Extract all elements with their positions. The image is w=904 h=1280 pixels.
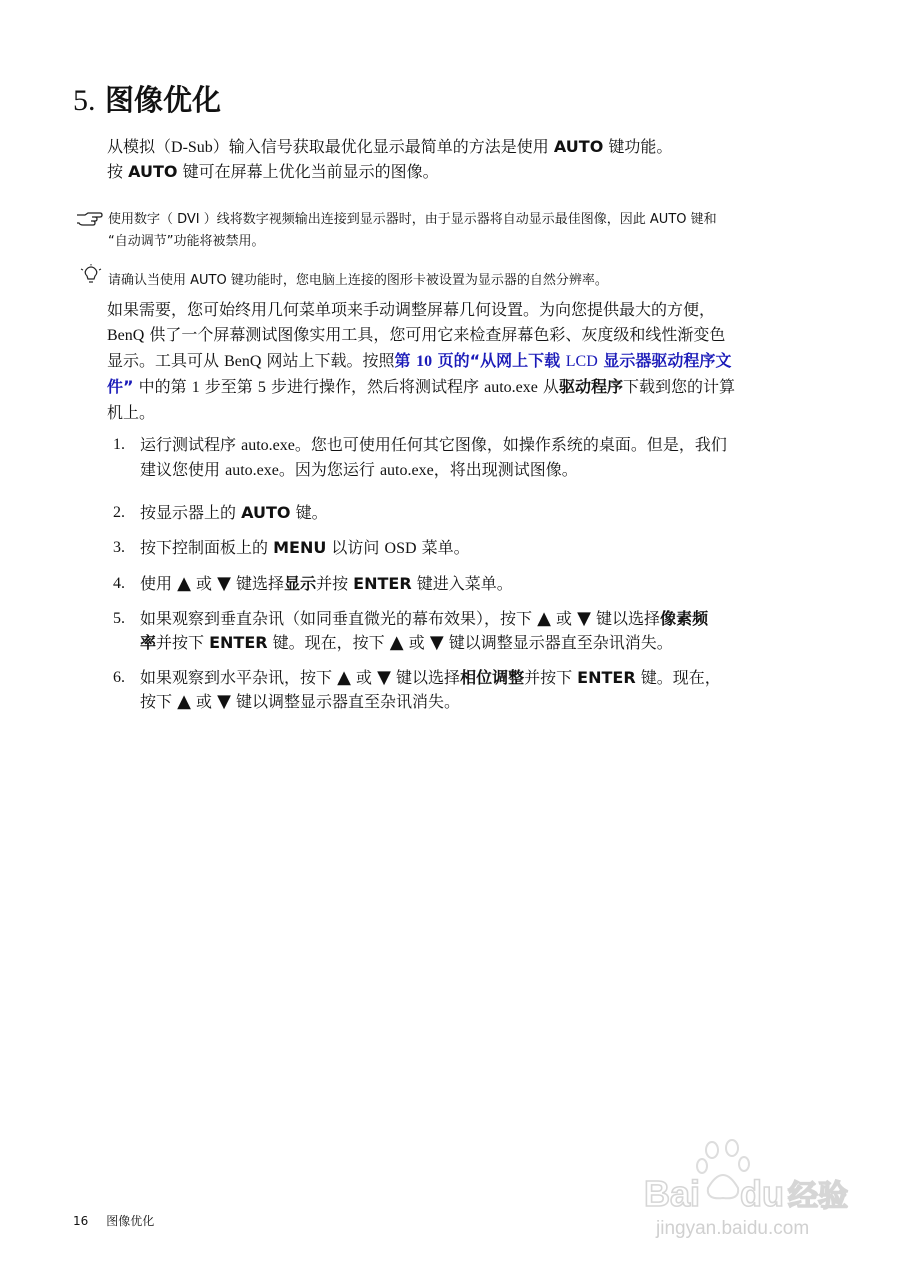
note-dvi-line2: “自动调节”功能将被禁用。 — [108, 234, 265, 249]
step-text: 以访问 — [326, 538, 385, 557]
phase-label: 相位调整 — [460, 668, 525, 687]
filename: auto.exe — [379, 462, 434, 479]
down-arrow-icon: ▼ — [377, 667, 391, 688]
step-text: 如果观察到水平杂讯，按下 — [140, 668, 338, 687]
step-text: 按下 — [140, 692, 178, 711]
watermark-url: jingyan.baidu.com — [656, 1218, 810, 1239]
footer-title: 图像优化 — [106, 1214, 155, 1228]
paragraph-text: 下载到您的计算 — [622, 377, 735, 396]
step-text: 键选择 — [230, 574, 285, 593]
filename: auto.exe — [484, 379, 538, 396]
driver-download-link-cont[interactable]: 件” — [107, 377, 134, 396]
up-arrow-icon: ▲ — [537, 608, 551, 629]
step-text: 。因为您运行 — [278, 460, 380, 479]
paragraph-line: 机上。 — [107, 403, 156, 422]
step-text: 键以选择 — [390, 668, 461, 687]
pixel-clock-label: 率 — [140, 633, 157, 652]
paragraph-text: 从 — [537, 377, 559, 396]
paragraph-text: 网站上下载。按照 — [261, 351, 395, 370]
paragraph-text: 步至第 — [199, 377, 258, 396]
down-arrow-icon: ▼ — [217, 691, 231, 712]
filename: auto.exe — [241, 437, 295, 454]
step-number: 1. — [113, 436, 125, 453]
lightbulb-icon — [79, 264, 103, 296]
list-item — [113, 433, 818, 483]
intro-text-part: 键功能。 — [603, 137, 673, 156]
step-text: 键以调整显示器直至杂讯消失。 — [443, 633, 673, 652]
step-text: 并按下 — [524, 668, 578, 687]
intro-text-part: 按 — [107, 162, 129, 181]
section-heading — [73, 82, 221, 119]
watermark-brand: Bai du 经验 — [644, 1173, 849, 1214]
intro-text-part: D-Sub — [171, 139, 213, 156]
link-text[interactable]: LCD — [565, 353, 598, 370]
link-text[interactable]: 10 — [416, 353, 433, 370]
up-arrow-icon: ▲ — [337, 667, 351, 688]
up-arrow-icon: ▲ — [389, 632, 404, 653]
note-dvi — [75, 209, 717, 253]
step-text: 或 — [190, 574, 218, 593]
step-text: 菜单。 — [416, 538, 470, 557]
step-text: ，将出现测试图像。 — [433, 460, 578, 479]
step-text: 。您也可使用任何其它图像，如操作系统的桌面。但是，我们 — [294, 435, 727, 454]
link-text[interactable]: 第 — [394, 351, 417, 370]
step-text: 键以选择 — [590, 609, 661, 628]
step-text: 按显示器上的 — [140, 503, 242, 522]
auto-key-label: AUTO — [553, 137, 604, 156]
list-item — [113, 572, 818, 596]
driver-program-label: 驱动程序 — [558, 377, 623, 396]
step-text: 使用 — [140, 574, 178, 593]
paragraph-line: 如果需要，您可始终用几何菜单项来手动调整屏幕几何设置。为向您提供最大的方便， — [107, 300, 716, 319]
steps-list — [113, 433, 818, 714]
step-text: 如果观察到垂直杂讯（如同垂直微光的幕布效果），按下 — [140, 609, 538, 628]
step-number: 3. — [113, 539, 125, 556]
step-text: 并按 — [316, 574, 354, 593]
paragraph-text: 中的第 — [133, 377, 192, 396]
filename: auto.exe — [225, 462, 279, 479]
menu-key-label: MENU — [273, 538, 327, 557]
enter-key-label: ENTER — [577, 668, 636, 687]
up-arrow-icon: ▲ — [177, 573, 191, 594]
step-number: 5. — [113, 610, 125, 627]
paragraph-text: 显示。工具可从 — [107, 351, 225, 370]
pixel-clock-label: 像素频 — [660, 609, 709, 628]
step-text: 键。 — [290, 503, 328, 522]
baidu-watermark-logo — [640, 1140, 849, 1245]
list-item — [113, 536, 818, 561]
display-menu-label: 显示 — [284, 574, 317, 593]
down-arrow-icon: ▼ — [429, 632, 444, 653]
step-number: 6. — [113, 669, 125, 686]
paragraph-text: 供了一个屏幕测试图像实用工具，您可用它来检查屏幕色彩、灰度级和线性渐变色 — [144, 325, 726, 344]
step-text: 键以调整显示器直至杂讯消失。 — [230, 692, 461, 711]
link-text[interactable]: 页的“从网上下载 — [432, 351, 566, 370]
step-text: 键。现在，按下 — [267, 633, 390, 652]
paragraph-text: 步进行操作，然后将测试程序 — [265, 377, 485, 396]
step-number: 2. — [113, 504, 125, 521]
page-footer — [73, 1212, 154, 1229]
step-text: 运行测试程序 — [140, 435, 242, 454]
intro-text — [107, 135, 672, 184]
paragraph-text: 5 — [257, 379, 266, 396]
brand-name: BenQ — [107, 327, 145, 344]
auto-key-label: AUTO — [241, 503, 291, 522]
instructions-paragraph — [107, 297, 817, 425]
enter-key-label: ENTER — [353, 574, 412, 593]
list-item — [113, 501, 818, 525]
tip-resolution — [75, 270, 608, 292]
paragraph-line — [107, 322, 817, 348]
down-arrow-icon: ▼ — [217, 573, 231, 594]
paragraph-line — [107, 348, 817, 374]
step-text: 建议您使用 — [140, 460, 226, 479]
section-title: 图像优化 — [105, 83, 222, 117]
page-number: 16 — [73, 1214, 89, 1228]
brand-name: BenQ — [224, 353, 262, 370]
step-text: OSD — [384, 540, 417, 557]
intro-text-part: 从模拟（ — [107, 137, 172, 156]
section-number: 5. — [73, 84, 96, 117]
paragraph-line — [107, 374, 817, 400]
driver-download-link[interactable] — [395, 351, 732, 370]
link-text[interactable]: 显示器驱动程序文 — [597, 351, 732, 370]
auto-key-label: AUTO — [128, 162, 178, 181]
step-text: 或 — [350, 668, 378, 687]
step-text: 并按下 — [156, 633, 210, 652]
step-text: 或 — [190, 692, 218, 711]
step-text: 键。现在， — [635, 668, 721, 687]
step-text: 键进入菜单。 — [411, 574, 513, 593]
step-text: 按下控制面板上的 — [140, 538, 274, 557]
enter-key-label: ENTER — [209, 633, 268, 652]
intro-text-part: 键可在屏幕上优化当前显示的图像。 — [177, 162, 439, 181]
step-text: 或 — [403, 633, 430, 652]
list-item — [113, 666, 818, 714]
step-number: 4. — [113, 575, 125, 592]
paragraph-text: 1 — [191, 379, 200, 396]
intro-text-part: ）输入信号获取最优化显示最简单的方法是使用 — [212, 137, 554, 156]
note-dvi-line1: 使用数字（ DVI ）线将数字视频输出连接到显示器时，由于显示器将自动显示最佳图像，因此 AUTO 键和 — [108, 212, 717, 227]
tip-resolution-text: 请确认当使用 AUTO 键功能时，您电脑上连接的图形卡被设置为显示器的自然分辨率。 — [108, 273, 608, 288]
pointing-hand-icon — [75, 211, 103, 235]
down-arrow-icon: ▼ — [577, 608, 591, 629]
list-item — [113, 607, 818, 655]
up-arrow-icon: ▲ — [177, 691, 191, 712]
step-text: 或 — [550, 609, 578, 628]
